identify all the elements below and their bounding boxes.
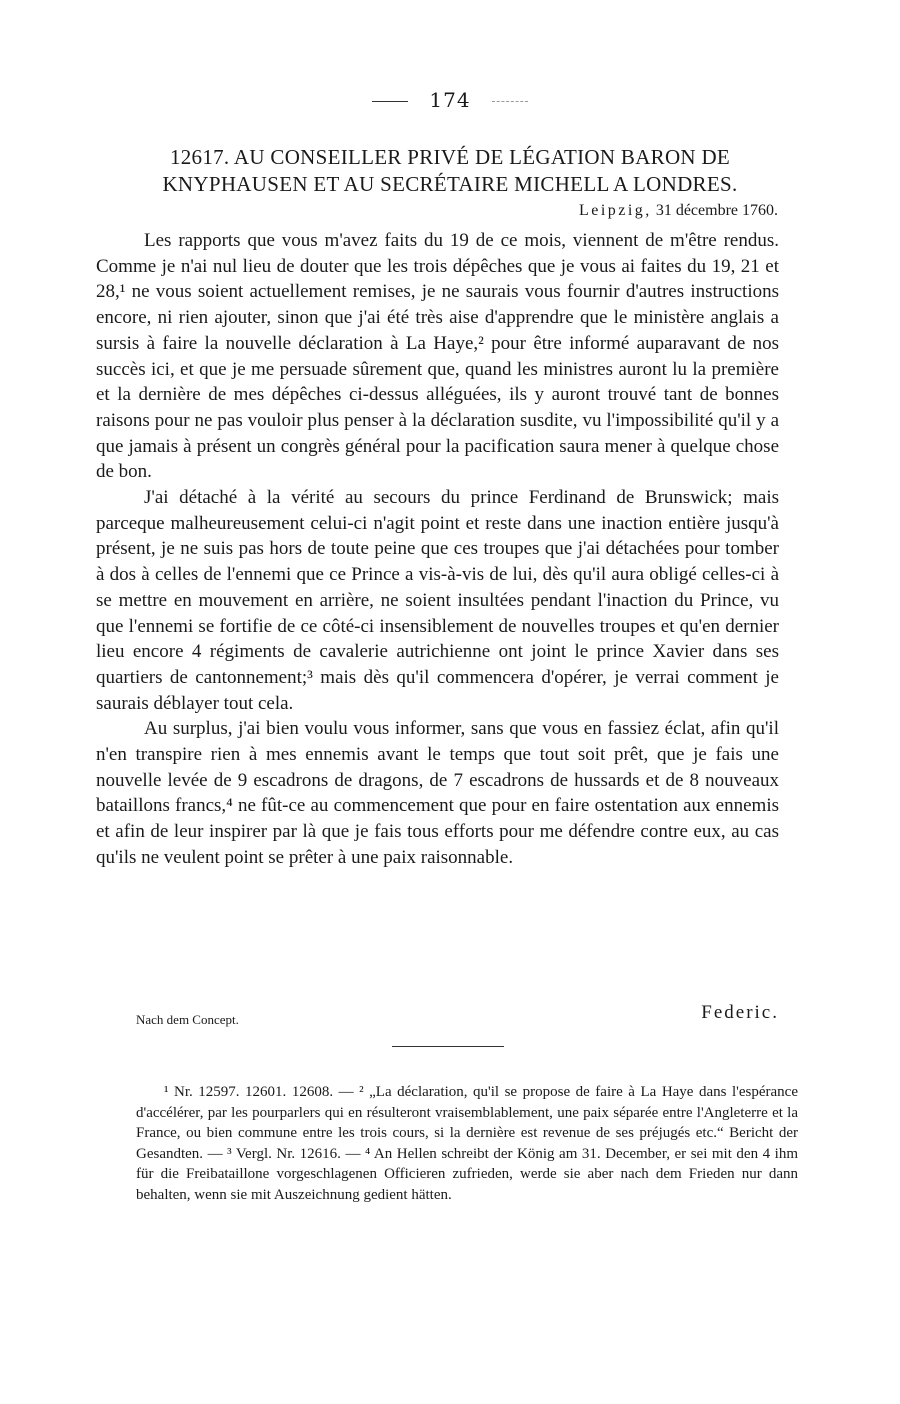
footnote-text: ¹ Nr. 12597. 12601. 12608. — ² „La déclaration, qu'il se propose de faire à La Haye dans l'espérance d'accélérer, par les pourparlers qui en résulteront vraisemblablement, une paix séparée entre l'Angleterre et la France, ou bien commune entre les trois cours, si la dernière est revenue de ses préjugés etc.“ Bericht der Gesandten. — ³ Vergl. Nr. 12616. — ⁴ An Hellen schreibt der König am 31. December, er sei mit den 4 ihm für die Freibataillone vorgeschlagenen Officieren zufrieden, werde sie aber nach dem Frieden nur dann behalten, wenn sie mit Auszeichnung gedient hätten. bbox=[136, 1084, 798, 1203]
page-header bbox=[0, 88, 900, 112]
source-note: Nach dem Concept. bbox=[136, 1012, 239, 1027]
letter-closing bbox=[96, 1002, 779, 1032]
title-line-2: KNYPHAUSEN ET AU SECRÉTAIRE MICHELL A LONDRES. bbox=[162, 172, 738, 196]
signature: Federic. bbox=[701, 1002, 779, 1023]
paragraph-2: J'ai détaché à la vérité au secours du prince Ferdinand de Brunswick; mais parceque malheureusement celui-ci n'agit point et reste dans une inaction entière jusqu'à présent, je ne suis pas hors de toute peine que ces troupes que j'ai détachées pour tomber à dos à celles de l'ennemi que ce Prince a vis-à-vis de lui, dès qu'il aura obligé celles-ci à se mettre en mouvement en arrière, ne soient insultées pendant l'inaction du Prince, vu que l'ennemi se fortifie de ce côté-ci insensiblement de nouvelles troupes et qu'en dernier lieu encore 4 régiments de cavalerie autrichienne ont joint le prince Xavier dans ses quartiers de cantonnement;³ mais dès qu'il commencera d'opérer, je verrai comment je saurais déblayer tout cela. bbox=[96, 487, 779, 714]
paragraph-1: Les rapports que vous m'avez faits du 19 de ce mois, viennent de m'être rendus. Comme je n'ai nul lieu de douter que les trois dépêches que je vous ai faites du 19, 21 et 28,¹ ne vous soient actuellement remises, je ne saurais vous fournir d'autres instructions encore, ni rien ajouter, sinon que j'ai été très aise d'apprendre que le ministère anglais a sursis à faire la nouvelle déclaration à La Haye,² pour être informé auparavant de nos succès ici, et que je me persuade sûrement que, quand les ministres auront lu la première et la dernière de mes dépêches ci-dessus alléguées, ils y auront trouvé tant de bonnes raisons pour ne pas vouloir plus penser à la déclaration susdite, vu l'impossibilité qu'il y a que jamais à présent un congrès général pour la pacification saura mener à quelque chose de bon. bbox=[96, 230, 779, 483]
footnote-divider bbox=[392, 1046, 504, 1047]
letter-title bbox=[96, 144, 804, 198]
title-line-1: AU CONSEILLER PRIVÉ DE LÉGATION BARON DE bbox=[233, 145, 731, 169]
header-rule-left bbox=[372, 101, 408, 102]
date-place: Leipzig, bbox=[578, 202, 652, 219]
page-number: 174 bbox=[429, 88, 471, 112]
header-rule-right bbox=[492, 101, 528, 102]
footnotes bbox=[136, 1082, 798, 1205]
paragraph-3: Au surplus, j'ai bien voulu vous informer, sans que vous en fassiez éclat, afin qu'il n'en transpire rien à mes ennemis avant le temps que tout soit prêt, que je fais une nouvelle levée de 9 escadrons de dragons, de 7 escadrons de hussards et de 8 nouveaux bataillons francs,⁴ ne fût-ce au commencement que pour en faire ostentation aux ennemis et afin de leur inspirer par là que je fais tous efforts pour me défendre contre eux, au cas qu'ils ne veulent point se prêter à une paix raisonnable. bbox=[96, 718, 779, 868]
dateline bbox=[579, 202, 778, 220]
document-number: 12617. bbox=[169, 145, 230, 169]
date-value: 31 décembre 1760. bbox=[655, 202, 778, 219]
letter-body bbox=[96, 228, 779, 871]
